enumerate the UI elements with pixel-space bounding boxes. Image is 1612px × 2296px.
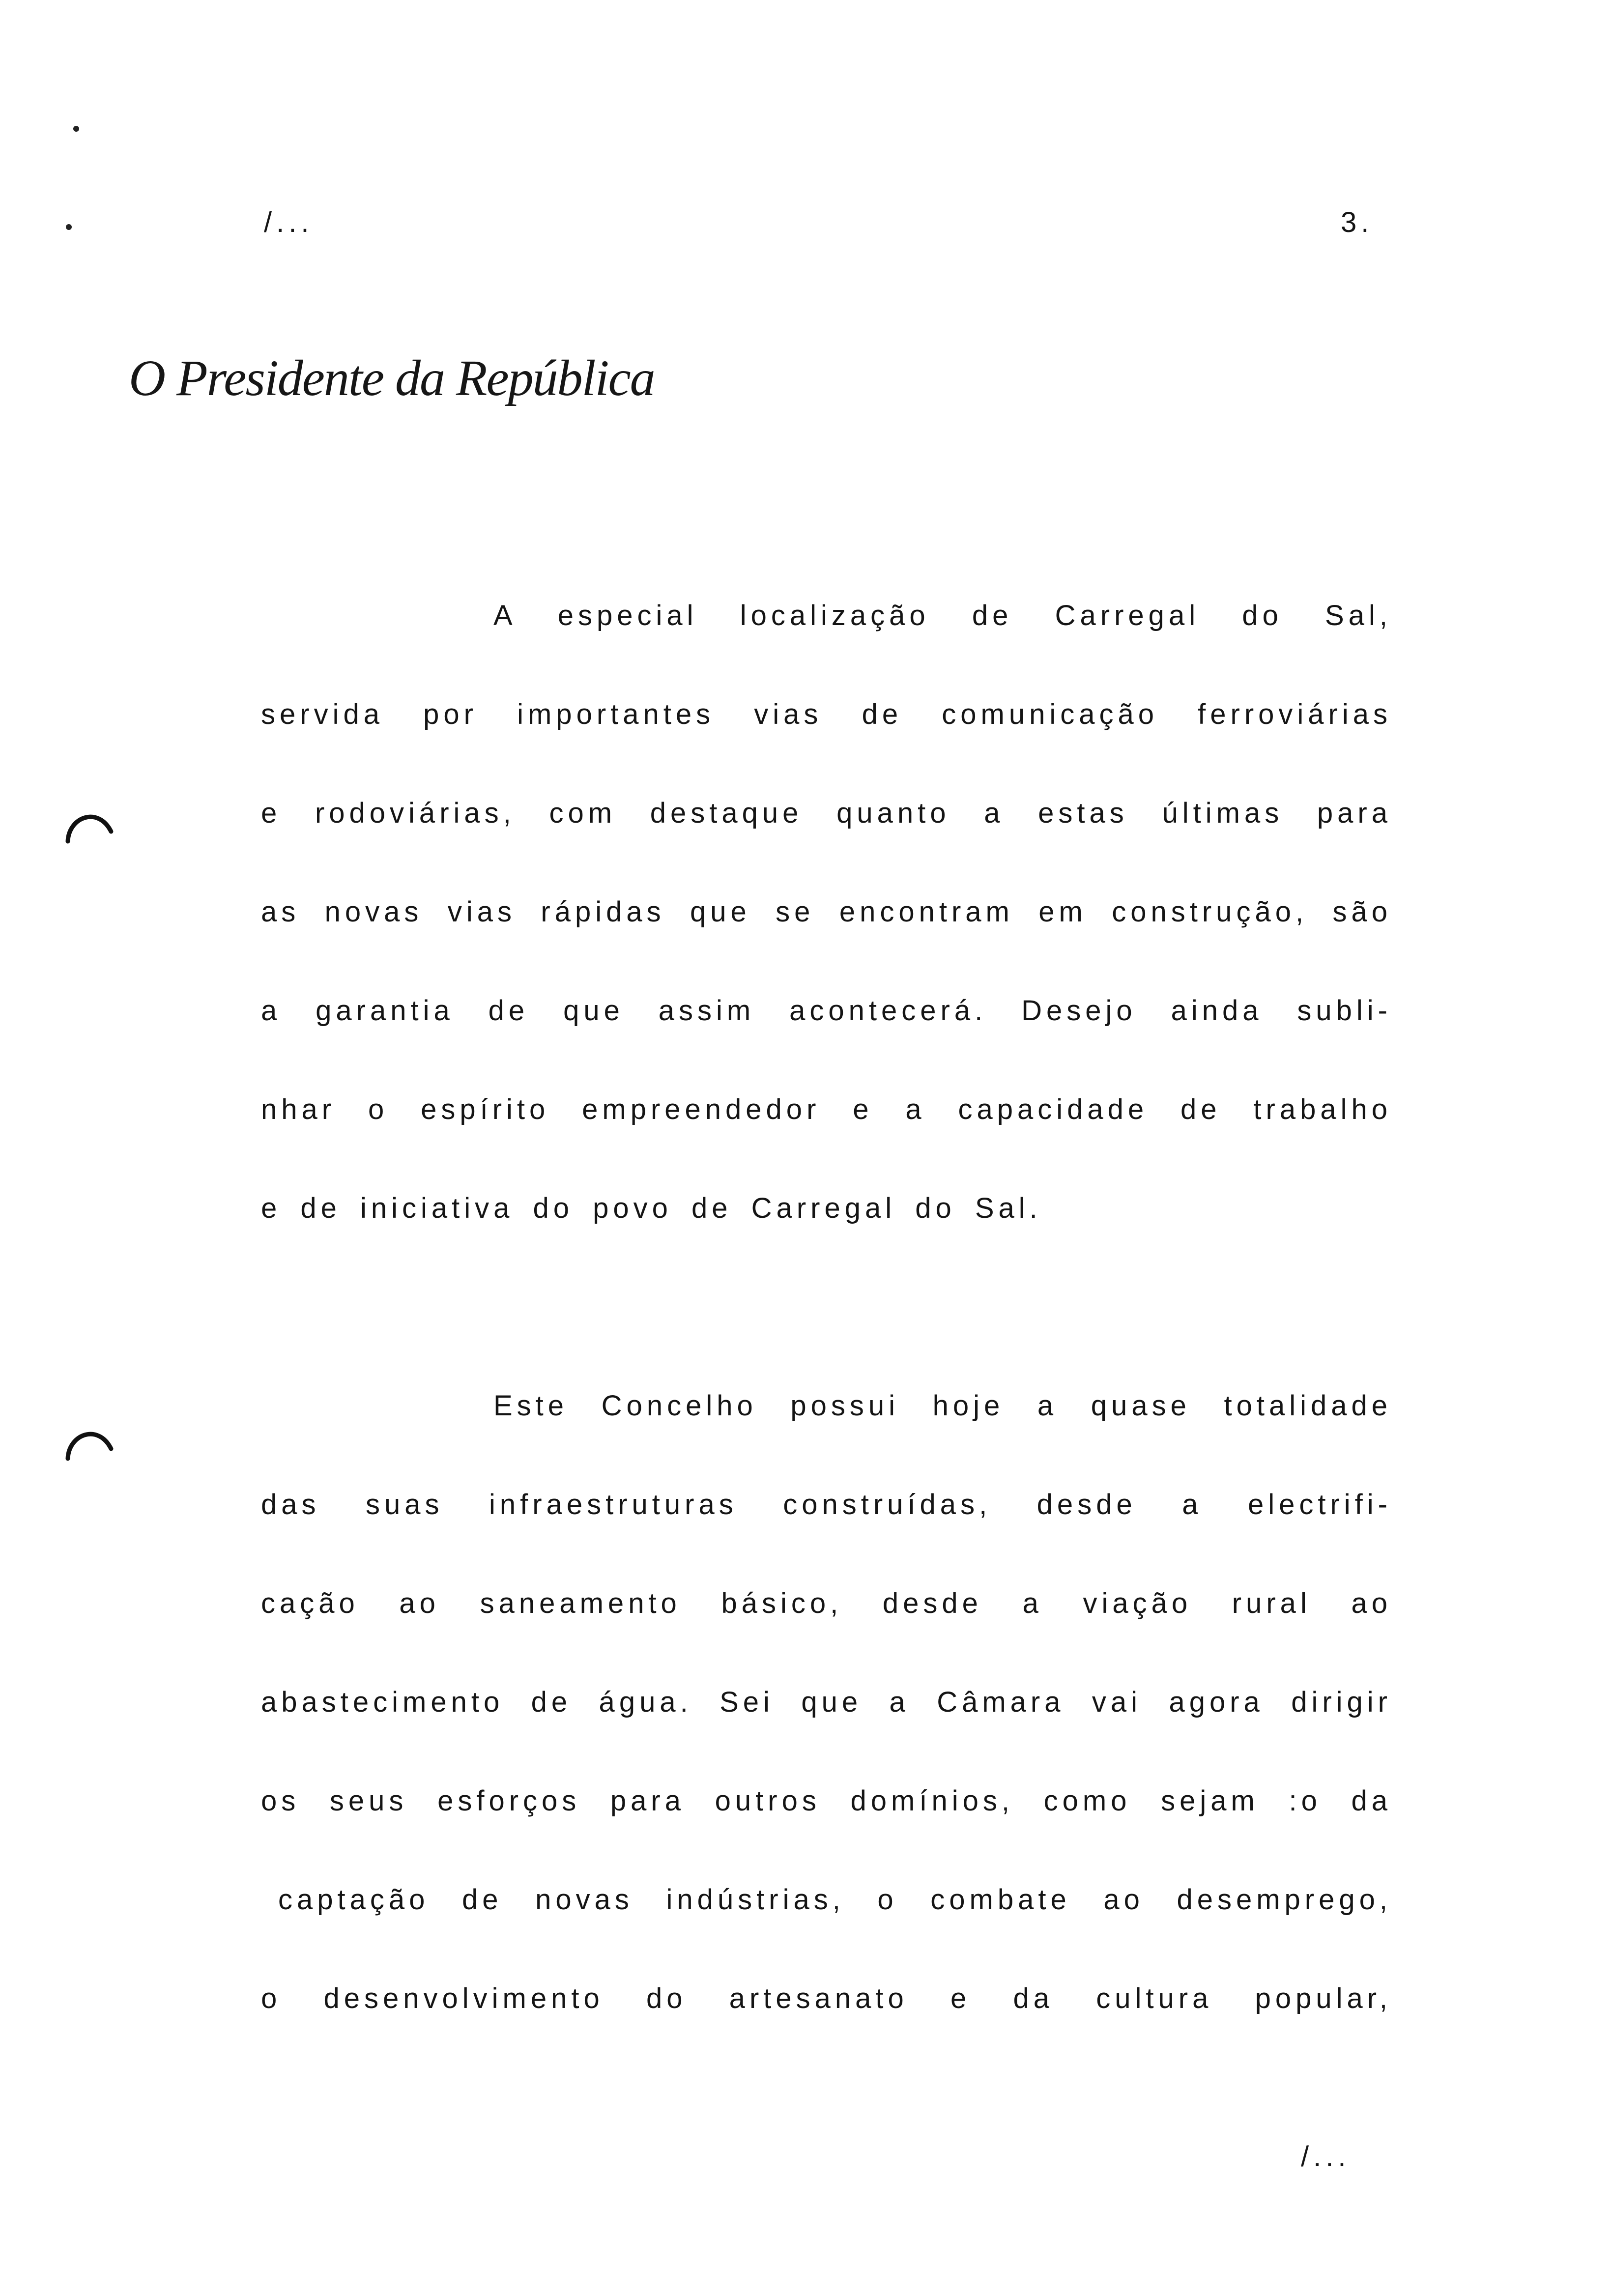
text-line: A especial localização de Carregal do Sal, <box>493 600 1392 631</box>
paragraph <box>261 566 1392 1258</box>
punch-hole-mark <box>68 817 111 841</box>
header-continuation-mark: /... <box>264 206 314 238</box>
text-line: e rodoviárias, com destaque quanto a estas últimas para <box>261 797 1392 829</box>
text-line: abastecimento de água. Sei que a Câmara vai agora dirigir <box>261 1686 1392 1718</box>
text-line: cação ao saneamento básico, desde a viação rural ao <box>261 1587 1392 1619</box>
text-line: nhar o espírito empreendedor e a capacidade de trabalho <box>261 1093 1392 1125</box>
scan-dot <box>66 224 72 230</box>
text-line: Este Concelho possui hoje a quase totalidade <box>493 1390 1392 1422</box>
text-line: as novas vias rápidas que se encontram em construção, são <box>261 896 1392 928</box>
punch-hole-mark <box>68 1434 111 1459</box>
text-line: captação de novas indústrias, o combate ao desemprego, <box>278 1884 1392 1916</box>
letterhead: O Presidente da República <box>129 350 655 406</box>
scan-dot <box>73 126 79 132</box>
text-line: das suas infraestruturas construídas, desde a electrifi- <box>261 1489 1392 1521</box>
text-line: servida por importantes vias de comunicação ferroviárias <box>261 698 1392 730</box>
text-line: os seus esforços para outros domínios, como sejam :o da <box>261 1785 1392 1817</box>
body-text <box>261 566 1392 2048</box>
text-line: e de iniciativa do povo de Carregal do Sal. <box>261 1192 1042 1224</box>
paragraph <box>261 1356 1392 2048</box>
paragraph-gap <box>261 1258 1392 1356</box>
footer-continuation-mark: /... <box>1301 2141 1351 2173</box>
page-number: 3. <box>1341 206 1374 238</box>
text-line: a garantia de que assim acontecerá. Desejo ainda subli- <box>261 995 1392 1027</box>
text-line: o desenvolvimento do artesanato e da cultura popular, <box>261 1982 1392 2014</box>
